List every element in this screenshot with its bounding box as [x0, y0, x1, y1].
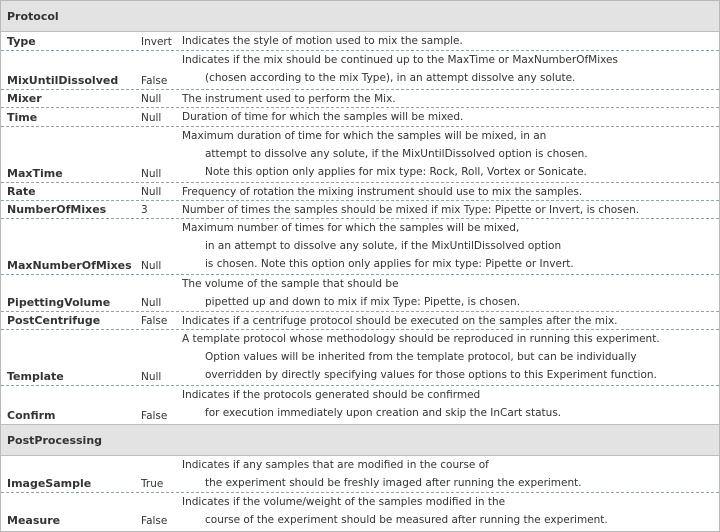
- description-line: attempt to dissolve any solute, if the MixUntilDissolved option is chosen.: [205, 148, 588, 160]
- description-line: for execution immediately upon creation and skip the InCart status.: [205, 407, 562, 419]
- option-name: MaxTime: [7, 167, 63, 180]
- option-row-imagesample: [1, 456, 719, 493]
- description-line: Indicates if any samples that are modified in the course of: [182, 459, 489, 471]
- description-line: Frequency of rotation the mixing instrument should use to mix the samples.: [182, 186, 583, 198]
- option-value: Null: [141, 93, 162, 105]
- description-line: Indicates if a centrifuge protocol should be executed on the samples after the mix.: [182, 315, 618, 327]
- option-row-maxnumberofmixes: [1, 219, 719, 275]
- option-description: [182, 493, 608, 529]
- option-description: [182, 127, 588, 181]
- section-header-postprocessing: [1, 424, 719, 456]
- option-value: 3: [141, 204, 148, 216]
- option-description: [182, 386, 561, 422]
- description-line: The volume of the sample that should be: [182, 278, 399, 290]
- option-name: Time: [7, 111, 38, 124]
- option-value: False: [141, 410, 168, 422]
- description-line: in an attempt to dissolve any solute, if the MixUntilDissolved option: [205, 240, 562, 252]
- description-line: Duration of time for which the samples will be mixed.: [182, 111, 464, 123]
- option-name: ImageSample: [7, 477, 92, 490]
- option-description: [182, 90, 396, 108]
- option-description: [182, 275, 520, 311]
- description-line: Indicates if the protocols generated should be confirmed: [182, 389, 481, 401]
- description-line: Option values will be inherited from the template protocol, but can be individually: [205, 351, 637, 363]
- option-name: Confirm: [7, 409, 56, 422]
- option-row-template: [1, 330, 719, 386]
- option-name: Measure: [7, 514, 61, 527]
- option-description: [182, 183, 582, 201]
- option-row-measure: [1, 493, 719, 529]
- option-name: Type: [7, 35, 36, 48]
- option-value: False: [141, 315, 168, 327]
- option-row-maxtime: [1, 127, 719, 183]
- option-description: [182, 219, 574, 273]
- option-row-time: [1, 108, 719, 127]
- description-line: Indicates if the volume/weight of the samples modified in the: [182, 496, 506, 508]
- option-description: [182, 201, 639, 219]
- description-line: Indicates the style of motion used to mix the sample.: [182, 35, 463, 47]
- option-value: Null: [141, 260, 162, 272]
- description-line: A template protocol whose methodology should be reproduced in running this experiment.: [182, 333, 660, 345]
- option-name: PostCentrifuge: [7, 314, 101, 327]
- option-value: False: [141, 515, 168, 527]
- description-line: (chosen according to the mix Type), in an attempt dissolve any solute.: [205, 72, 576, 84]
- section-header-protocol: [1, 1, 719, 32]
- option-row-confirm: [1, 386, 719, 424]
- option-value: True: [141, 478, 164, 490]
- option-row-postcentrifuge: [1, 312, 719, 330]
- option-row-pipettingvolume: [1, 275, 719, 312]
- option-value: Null: [141, 168, 162, 180]
- option-description: [182, 32, 463, 50]
- option-value: Null: [141, 112, 162, 124]
- option-description: [182, 456, 582, 492]
- description-line: the experiment should be freshly imaged after running the experiment.: [205, 477, 582, 489]
- option-row-mixer: [1, 90, 719, 108]
- description-line: Maximum duration of time for which the samples will be mixed, in an: [182, 130, 547, 142]
- option-description: [182, 108, 463, 126]
- option-value: False: [141, 75, 168, 87]
- section-title: Protocol: [7, 10, 59, 23]
- option-row-rate: [1, 183, 719, 201]
- option-value: Null: [141, 371, 162, 383]
- option-row-mixuntildissolved: [1, 51, 719, 90]
- description-line: is chosen. Note this option only applies for mix type: Pipette or Invert.: [205, 258, 574, 270]
- option-name: MixUntilDissolved: [7, 74, 119, 87]
- option-name: NumberOfMixes: [7, 203, 107, 216]
- option-name: PipettingVolume: [7, 296, 111, 309]
- option-description: [182, 51, 618, 87]
- description-line: pipetted up and down to mix if mix Type: Pipette, is chosen.: [205, 296, 521, 308]
- description-line: overridden by directly specifying values for those options to this Experiment function.: [205, 369, 657, 381]
- option-value: Null: [141, 186, 162, 198]
- option-description: [182, 312, 618, 330]
- option-name: MaxNumberOfMixes: [7, 259, 132, 272]
- description-line: The instrument used to perform the Mix.: [182, 93, 396, 105]
- description-line: Indicates if the mix should be continued up to the MaxTime or MaxNumberOfMixes: [182, 54, 618, 66]
- section-title: PostProcessing: [7, 434, 103, 447]
- description-line: Maximum number of times for which the samples will be mixed,: [182, 222, 520, 234]
- option-value: Invert: [141, 36, 172, 48]
- option-name: Mixer: [7, 92, 42, 105]
- option-name: Template: [7, 370, 64, 383]
- description-line: Note this option only applies for mix type: Rock, Roll, Vortex or Sonicate.: [205, 166, 587, 178]
- description-line: Number of times the samples should be mixed if mix Type: Pipette or Invert, is chosen.: [182, 204, 640, 216]
- option-name: Rate: [7, 185, 36, 198]
- option-row-type: [1, 32, 719, 51]
- option-value: Null: [141, 297, 162, 309]
- option-description: [182, 330, 660, 384]
- description-line: course of the experiment should be measured after running the experiment.: [205, 514, 608, 526]
- option-row-numberofmixes: [1, 201, 719, 219]
